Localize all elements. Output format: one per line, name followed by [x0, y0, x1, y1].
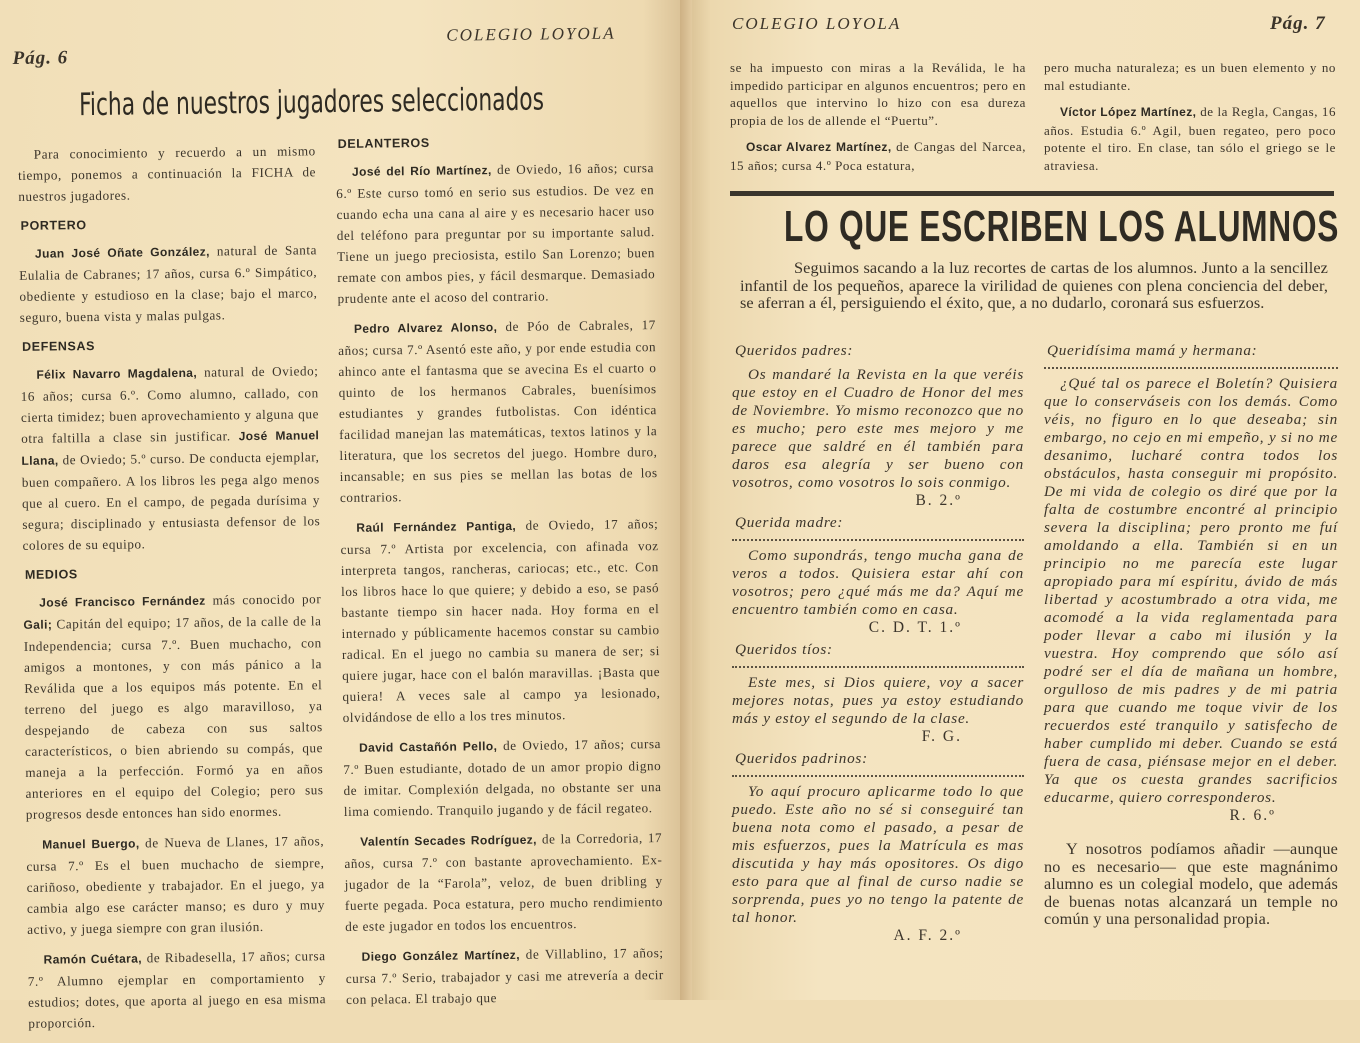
paragraph-text: Para conocimiento y recuerdo a un mismo tiempo, ponemos a continuación la FICHA de nuestros jugadores.	[17, 143, 317, 204]
player-name: José Francisco Fernández	[39, 593, 206, 610]
section-divider	[730, 191, 1334, 196]
paragraph	[340, 513, 661, 728]
player-name: Raúl Fernández Pantiga,	[356, 518, 517, 535]
letter-salutation: Querida madre:	[735, 514, 844, 531]
letter-salutation: Queridos padres:	[735, 342, 854, 359]
continued-column-2	[1044, 59, 1336, 183]
section-heading: DELANTEROS	[337, 135, 430, 152]
letter-salutation: Queridos tíos:	[735, 641, 833, 658]
magazine-header: COLEGIO LOYOLA	[446, 23, 616, 45]
section-heading: PORTERO	[20, 218, 87, 233]
paragraph	[730, 59, 1026, 129]
paragraph-text: de la Corredoria, 17 años, cursa 7.º con bastante aprovechamiento. Ex-jugador de la “Farola”, veloz, de buen dribling y fuerte pegada. Poca estatura, pero mucho rendimiento de este jugador en todos los encuentros.	[344, 830, 664, 934]
letter	[732, 641, 1024, 746]
paragraph-text: Capitán del equipo; 17 años, de la calle de la Independencia; cursa 7.º. Buen muchacho, con amigos a montones, y con más pánico a la Reválida que a los equipos más potente. En el terreno del juego es algo maravilloso, ya despejando de cabeza con sus saltos característicos, o bien abriendo su compás, que maneja a la perfección. Formó ya en años anteriores en el equipo del Colegio; pero sus progresos desde entonces han sido enormes.	[23, 613, 324, 822]
paragraph	[23, 588, 324, 825]
letter-signature: R. 6.º	[1229, 807, 1276, 824]
section-heading: DEFENSAS	[22, 338, 96, 354]
paragraph	[338, 314, 658, 508]
player-name: Diego González Martínez,	[361, 947, 520, 964]
player-name: Manuel Buergo,	[42, 836, 140, 852]
dotted-ellipsis-line	[1044, 364, 1338, 369]
letters-column-2	[1044, 338, 1338, 929]
paragraph	[20, 360, 320, 556]
page-number: Pág. 6	[12, 47, 69, 69]
paragraph-text: natural de Santa Eulalia de Cabranes; 17 años, cursa 6.º Simpático, obediente y estudioso en la clase; bajo el marco, seguro, buena vista y malas pulgas.	[19, 242, 318, 325]
letter-signature: F. G.	[921, 728, 962, 745]
paragraph	[18, 140, 317, 207]
paragraph	[1044, 103, 1336, 174]
section-title: LO QUE ESCRIBEN LOS ALUMNOS	[784, 202, 1340, 251]
paragraph-text: natural de Oviedo; 16 años; cursa 6.º. Como alumno, callado, con cierta timidez; buen aprovechamiento y alguna que otra faltilla a clase sin justificar.	[20, 363, 320, 446]
paragraph-text: pero mucha naturaleza; es un buen elemento y no mal estudiante.	[1044, 60, 1336, 93]
paragraph-text: más conocido por	[205, 591, 322, 608]
page-number: Pág. 7	[1270, 13, 1326, 34]
paragraph	[343, 733, 662, 822]
player-name: José Manuel Llana,	[21, 428, 320, 468]
section-heading: MEDIOS	[24, 567, 78, 582]
dotted-ellipsis-line	[732, 536, 1024, 541]
letter-signature: A. F. 2.º	[893, 927, 962, 944]
letter-salutation: Queridísima mamá y hermana:	[1047, 342, 1258, 359]
continued-column-1	[730, 59, 1026, 183]
letter-body: Este mes, si Dios quiere, voy a sacer mejores notas, pues ya estoy estudiando más y estoy el segundo de la clase.	[732, 674, 1024, 727]
paragraph-text: de Oviedo; 5.º curso. De conducta ejemplar, buen compañero. A los libros les pega algo menos que al cuero. En el campo, de pegada durísima y segura; disciplinado y entusiasta defensor de los colores de su equipo.	[21, 449, 321, 553]
player-name: Gali;	[23, 617, 53, 632]
player-name: Juan José Oñate González,	[34, 244, 210, 261]
paragraph-text: de la Regla, Cangas, 16 años. Estudia 6.º Agil, buen regateo, pero poco potente el tiro. En clase, tan sólo el griego se le atraviesa.	[1044, 104, 1336, 173]
paragraph	[730, 138, 1026, 174]
letter-signature: C. D. T. 1.º	[868, 619, 962, 636]
paragraph-text: de Ribadesella, 17 años; cursa 7.º Alumno ejemplar en comportamiento y estudios; dotes, que aporta al juego en esa misma proporción.	[27, 948, 327, 1031]
paragraph-text: de Póo de Cabrales, 17 años; cursa 7.º Asentó este año, y por ende estudia con ahinco ante el fantasma que se avecina Es el cuarto o quinto de los hermanos Cabrales, buenísimos estudiantes y grandes futbolistas. Con idéntica facilidad manejan las matemáticas, textos latinos y la literatura, que los secretos del juego. Hombre duro, incansable; en sus pies se mellan las botas de los contrarios.	[338, 317, 658, 505]
letter-body: Yo aquí procuro aplicarme todo lo que puedo. Este año no sé si conseguiré tan buena nota como el pasado, a pesar de mis esfuerzos, pues la Matrícula es mas discutida y hay más opositores. Os digo esto para que al final de curso nadie se sorprenda, pues yo no tengo la patente de tal honor.	[732, 783, 1024, 926]
article-column-2	[335, 122, 664, 1019]
paragraph-text: de Oviedo, 17 años; cursa 7.º Artista por excelencia, con afinada voz interpreta tangos, rancheras, cariocas; etc., etc. Con los libros hace lo que quiere; y debido a eso, se pasó bastante tiempo sin hacer nada. Hoy forma en el internado y públicamente hacemos constar su cambio radical. En el juego no cambia su manera de ser; si quiere jugar, hace con el balón maravillas. ¡Basta que quiera! A veces sale al campo ya lesionado, olvidándose de ello a los tres minutos.	[340, 516, 661, 725]
magazine-header: COLEGIO LOYOLA	[732, 14, 902, 33]
paragraph	[336, 157, 656, 309]
letter	[732, 342, 1024, 510]
paragraph	[1044, 59, 1336, 94]
player-name: Pedro Alvarez Alonso,	[353, 320, 498, 336]
paragraph	[344, 827, 663, 937]
section-intro: Seguimos sacando a la luz recortes de cartas de los alumnos. Junto a la sencillez infantil de los pequeños, aparece la virilidad de quienes con plena conciencia del deber, se aferran a él, persiguiendo el éxito, que, a no dudarlo, coronará sus esfuerzos.	[740, 258, 1328, 312]
closing-paragraph: Y nosotros podíamos añadir —aunque no es necesario— que este magnánimo alumno es un colegial modelo, que además de buenas notas alcanzará un temple no común y una personalidad propia.	[1044, 840, 1338, 928]
paragraph	[26, 830, 325, 940]
paragraph	[27, 945, 326, 1034]
player-name: Víctor López Martínez,	[1060, 105, 1197, 119]
paragraph-text: de Cangas del Narcea, 15 años; cursa 4.º Poca estatura,	[730, 139, 1026, 173]
letter	[732, 514, 1024, 637]
letter-body: ¿Qué tal os parece el Boletín? Quisiera que lo conserváseis con los demás. Como véis, no figuro en lo que deseaba; sin embargo, no cejo en mi empeño, y si no me desanimo, lucharé contra todos los obstáculos, hasta conseguir mi propósito. De mi vida de colegio os diré que por la falta de costumbre encontré al principio severa la disciplina; pero pronto me fuí amoldando a ella. También si en un principio no me parecía este lugar apropiado para mí espíritu, ávido de más libertad y acostumbrado a otra vida, me acomodé a la vida reglamentada para poder llevar a cabo mi ilusión y la vuestra. Hoy comprendo que sólo así podré ser el día de mañana un hombre, orgulloso de mis padres y de mi patria para que cuando me toque vivir de los recuerdos esté tranquilo y satisfecho de haber cumplido mi deber. Cuando se está fuera de casa, piénsase mejor en el deber. Ya que os cuesta grandes sacrificios educarme, quiero corresponderos.	[1044, 375, 1338, 806]
letter-salutation: Queridos padrinos:	[735, 750, 868, 767]
player-name: David Castañón Pello,	[358, 739, 498, 755]
player-name: Valentín Secades Rodríguez,	[360, 832, 537, 849]
paragraph-text: de Villablino, 17 años; cursa 7.º Serio, trabajador y casi me atrevería a decir con pelaca. El trabajo que	[345, 945, 664, 1007]
player-name: Ramón Cuétara,	[43, 951, 143, 967]
paragraph-text: de Oviedo, 16 años; cursa 6.º Este curso tomó en serio sus estudios. De vez en cuando echa una cana al aire y es necesario hacer uso del teléfono para preguntar por su importante salud. Tiene un juego preciosista, estilo San Lorenzo; buen remate con ambos pies, y fácil desmarque. Demasiado prudente ante el acoso del contrario.	[336, 160, 656, 307]
player-name: Félix Navarro Magdalena,	[36, 365, 198, 382]
letter-body: Os mandaré la Revista en la que veréis que estoy en el Cuadro de Honor del mes de Noviembre. Yo mismo reconozco que no es mucho; pero este mes mejoro y me parece que saldré en él también para daros esa alegría y ser bueno con vosotros, como vosotros lo sois conmigo.	[732, 366, 1024, 491]
paragraph-text: de Oviedo, 17 años; cursa 7.º Buen estudiante, dotado de un amor propio digno de imitar. Complexión delgada, no obstante ser una lima comiendo. Tranquilo jugando y de fácil regateo.	[343, 736, 662, 819]
paragraph-text: se ha impuesto con miras a la Reválida, le ha impedido participar en algunos encuentros; pero en aquellos que intervino lo hizo con esa dureza propia de los de allende el “Puertu”.	[730, 60, 1026, 128]
letters-column-1	[732, 338, 1024, 949]
paragraph	[19, 239, 318, 328]
dotted-ellipsis-line	[732, 772, 1024, 777]
letter-signature: B. 2.º	[915, 492, 962, 509]
letter	[732, 750, 1024, 945]
article-column-1	[18, 140, 327, 1043]
letter	[1044, 342, 1338, 825]
letter-body: Como supondrás, tengo mucha gana de veros a todos. Quisiera estar ahí con vosotros; pero ¿qué más me da? Aquí me encuentro también como en casa.	[732, 547, 1024, 618]
player-name: José del Río Martínez,	[351, 163, 492, 179]
article-title: Ficha de nuestros jugadores seleccionados	[78, 81, 545, 124]
paragraph-text: de Nueva de Llanes, 17 años, cursa 7.º Es el buen muchacho de siempre, cariñoso, obediente y trabajador. En el juego, ya cambia algo ese carácter manso; es duro y muy activo, y juega siempre con gran ilusión.	[26, 833, 326, 937]
player-name: Oscar Alvarez Martínez,	[746, 140, 892, 154]
dotted-ellipsis-line	[732, 663, 1024, 668]
